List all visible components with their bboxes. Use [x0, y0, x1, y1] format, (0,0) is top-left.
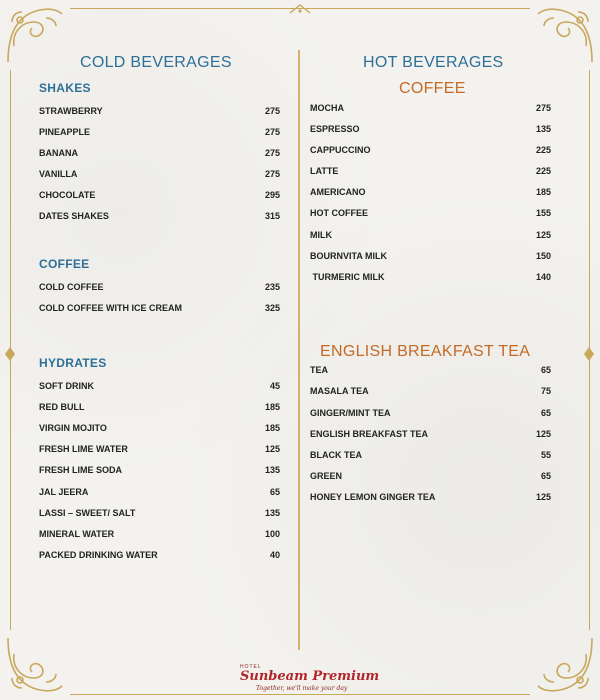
item-name: DATES SHAKES	[39, 211, 109, 221]
item-name: MILK	[310, 230, 332, 240]
corner-ornament-icon	[0, 630, 70, 700]
menu-item	[310, 186, 551, 198]
item-price: 235	[264, 282, 280, 292]
menu-item	[310, 449, 551, 461]
item-price: 185	[535, 187, 551, 197]
item-price: 125	[264, 444, 280, 454]
menu-item	[310, 123, 551, 135]
menu-item	[39, 302, 280, 314]
item-name: BOURNVITA MILK	[310, 251, 387, 261]
menu-item	[39, 126, 280, 138]
hotel-logo	[230, 660, 380, 694]
item-name: CHOCOLATE	[39, 190, 96, 200]
menu-item	[39, 105, 280, 117]
item-price: 295	[264, 190, 280, 200]
item-price: 140	[535, 272, 551, 282]
logo-brand-name: Sunbeam Premium	[240, 669, 380, 684]
item-price: 325	[264, 303, 280, 313]
item-price: 225	[535, 145, 551, 155]
item-price: 125	[535, 492, 551, 502]
menu-item	[39, 486, 280, 498]
item-price: 125	[535, 230, 551, 240]
item-price: 65	[540, 408, 551, 418]
item-price: 275	[264, 148, 280, 158]
item-name: ENGLISH BREAKFAST TEA	[310, 429, 429, 439]
hydrates-section-title: HYDRATES	[39, 356, 107, 370]
item-name: BANANA	[39, 148, 78, 158]
item-price: 315	[264, 211, 280, 221]
menu-item	[310, 271, 551, 283]
item-name: JAL JEERA	[39, 487, 89, 497]
item-price: 275	[264, 127, 280, 137]
item-name: LASSI – SWEET/ SALT	[39, 508, 136, 518]
menu-item	[310, 364, 551, 376]
menu-item	[39, 189, 280, 201]
menu-item	[310, 491, 551, 503]
menu-item	[310, 385, 551, 397]
menu-item	[310, 207, 551, 219]
item-price: 135	[264, 508, 280, 518]
item-name: PINEAPPLE	[39, 127, 91, 137]
item-name: MASALA TEA	[310, 386, 369, 396]
item-price: 275	[535, 103, 551, 113]
menu-item	[39, 168, 280, 180]
menu-item	[39, 210, 280, 222]
menu-item	[310, 428, 551, 440]
item-name: TURMERIC MILK	[310, 272, 385, 282]
menu-item	[310, 250, 551, 262]
menu-item	[310, 407, 551, 419]
item-name: BLACK TEA	[310, 450, 362, 460]
menu-item	[310, 144, 551, 156]
item-price: 65	[540, 365, 551, 375]
item-name: COLD COFFEE WITH ICE CREAM	[39, 303, 182, 313]
cold-coffee-section-title: COFFEE	[39, 257, 90, 271]
item-name: HOT COFFEE	[310, 208, 368, 218]
item-price: 275	[264, 169, 280, 179]
item-price: 75	[540, 386, 551, 396]
item-name: VIRGIN MOJITO	[39, 423, 107, 433]
item-name: GINGER/MINT TEA	[310, 408, 391, 418]
item-name: VANILLA	[39, 169, 78, 179]
item-price: 125	[535, 429, 551, 439]
item-price: 185	[264, 423, 280, 433]
item-name: AMERICANO	[310, 187, 366, 197]
item-price: 55	[540, 450, 551, 460]
item-name: FRESH LIME WATER	[39, 444, 128, 454]
menu-item	[39, 528, 280, 540]
cold-beverages-title: COLD BEVERAGES	[80, 54, 232, 71]
item-price: 185	[264, 402, 280, 412]
menu-item	[39, 401, 280, 413]
shakes-section-title: SHAKES	[39, 81, 91, 95]
item-price: 155	[535, 208, 551, 218]
logo-tagline: Together, we'll make your day	[256, 685, 348, 692]
menu-item	[310, 470, 551, 482]
item-name: MINERAL WATER	[39, 529, 115, 539]
item-name: MOCHA	[310, 103, 344, 113]
item-price: 135	[264, 465, 280, 475]
menu-item	[310, 229, 551, 241]
item-name: HONEY LEMON GINGER TEA	[310, 492, 436, 502]
logo-hotel-label: HOTEL	[240, 664, 262, 670]
item-name: RED BULL	[39, 402, 85, 412]
menu-item	[39, 507, 280, 519]
item-price: 65	[269, 487, 280, 497]
item-price: 135	[535, 124, 551, 134]
item-name: LATTE	[310, 166, 339, 176]
menu-item	[39, 380, 280, 392]
item-name: ESPRESSO	[310, 124, 360, 134]
item-price: 40	[269, 550, 280, 560]
item-name: SOFT DRINK	[39, 381, 94, 391]
menu-item	[310, 165, 551, 177]
item-name: CAPPUCCINO	[310, 145, 371, 155]
hot-coffee-section-title: COFFEE	[399, 80, 466, 97]
item-name: COLD COFFEE	[39, 282, 104, 292]
top-ornament-icon	[288, 2, 312, 14]
menu-item	[39, 422, 280, 434]
item-price: 45	[269, 381, 280, 391]
corner-ornament-icon	[530, 630, 600, 700]
item-price: 275	[264, 106, 280, 116]
item-name: FRESH LIME SODA	[39, 465, 123, 475]
border-bottom	[70, 694, 530, 695]
corner-ornament-icon	[0, 0, 70, 70]
menu-item	[39, 147, 280, 159]
menu-item	[39, 549, 280, 561]
column-divider	[298, 50, 300, 650]
item-name: STRAWBERRY	[39, 106, 103, 116]
menu-item	[310, 102, 551, 114]
item-name: GREEN	[310, 471, 343, 481]
item-name: TEA	[310, 365, 328, 375]
item-price: 100	[264, 529, 280, 539]
hot-beverages-title: HOT BEVERAGES	[363, 54, 504, 71]
item-name: PACKED DRINKING WATER	[39, 550, 158, 560]
side-ornament-icon	[584, 347, 594, 361]
menu-item	[39, 443, 280, 455]
tea-section-title: ENGLISH BREAKFAST TEA	[320, 343, 531, 360]
corner-ornament-icon	[530, 0, 600, 70]
item-price: 65	[540, 471, 551, 481]
menu-item	[39, 281, 280, 293]
item-price: 225	[535, 166, 551, 176]
menu-item	[39, 464, 280, 476]
side-ornament-icon	[5, 347, 15, 361]
item-price: 150	[535, 251, 551, 261]
